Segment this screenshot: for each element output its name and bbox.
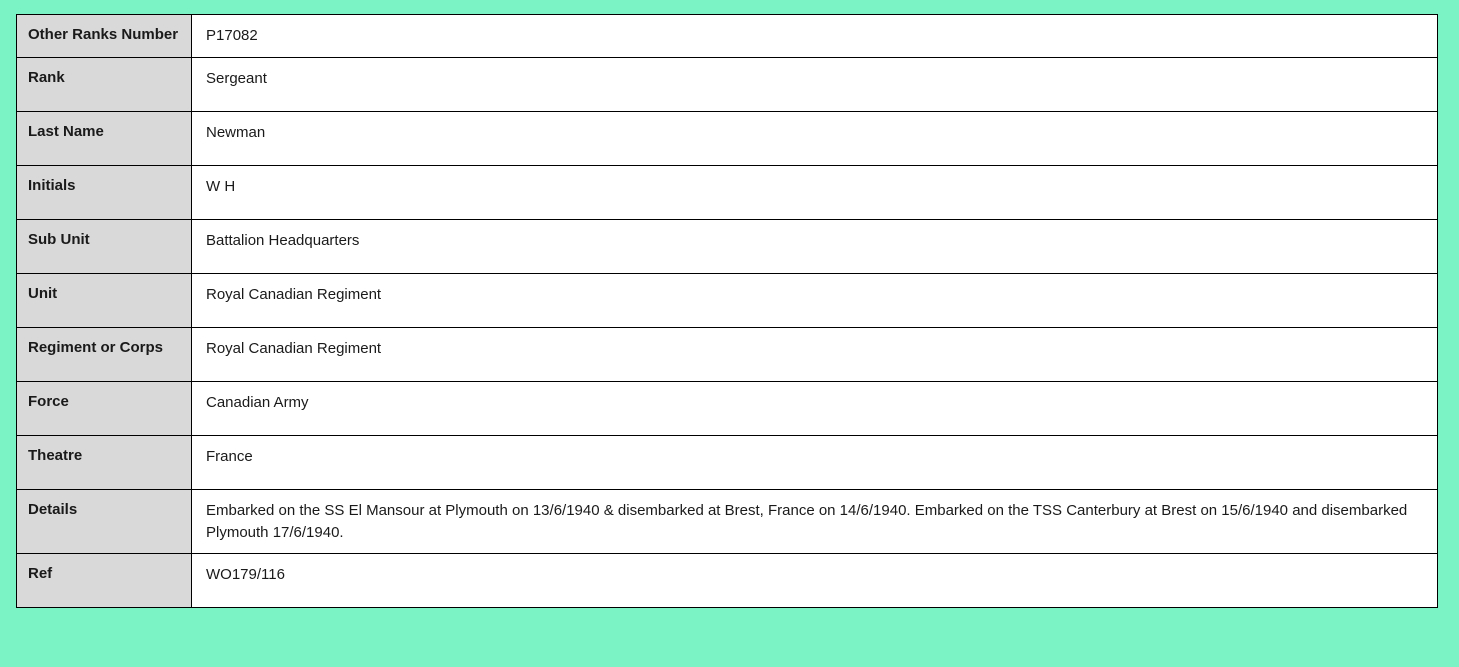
service-record-table <box>16 14 1438 608</box>
field-value-sub-unit: Battalion Headquarters <box>192 219 1438 273</box>
field-label-rank: Rank <box>17 57 192 111</box>
field-label-other-ranks-number: Other Ranks Number <box>17 15 192 58</box>
field-value-unit: Royal Canadian Regiment <box>192 273 1438 327</box>
field-value-ref: WO179/116 <box>192 554 1438 608</box>
field-label-last-name: Last Name <box>17 111 192 165</box>
table-row <box>17 489 1438 554</box>
field-value-other-ranks-number: P17082 <box>192 15 1438 58</box>
field-value-details: Embarked on the SS El Mansour at Plymouth on 13/6/1940 & disembarked at Brest, France on 14/6/1940. Embarked on the TSS Canterbury at Brest on 15/6/1940 and disembarked Plymouth 17/6/1940. <box>192 489 1438 554</box>
service-record-panel <box>16 14 1438 608</box>
field-value-last-name: Newman <box>192 111 1438 165</box>
table-row <box>17 15 1438 58</box>
field-label-unit: Unit <box>17 273 192 327</box>
field-value-rank: Sergeant <box>192 57 1438 111</box>
field-label-sub-unit: Sub Unit <box>17 219 192 273</box>
field-label-force: Force <box>17 381 192 435</box>
field-label-details: Details <box>17 489 192 554</box>
table-row <box>17 554 1438 608</box>
table-row <box>17 111 1438 165</box>
field-label-theatre: Theatre <box>17 435 192 489</box>
field-value-theatre: France <box>192 435 1438 489</box>
table-row <box>17 273 1438 327</box>
field-value-force: Canadian Army <box>192 381 1438 435</box>
table-row <box>17 57 1438 111</box>
field-label-regiment-or-corps: Regiment or Corps <box>17 327 192 381</box>
table-row <box>17 219 1438 273</box>
table-row <box>17 165 1438 219</box>
field-value-regiment-or-corps: Royal Canadian Regiment <box>192 327 1438 381</box>
field-label-ref: Ref <box>17 554 192 608</box>
table-row <box>17 435 1438 489</box>
table-row <box>17 381 1438 435</box>
field-value-initials: W H <box>192 165 1438 219</box>
field-label-initials: Initials <box>17 165 192 219</box>
service-record-table-body <box>17 15 1438 608</box>
table-row <box>17 327 1438 381</box>
